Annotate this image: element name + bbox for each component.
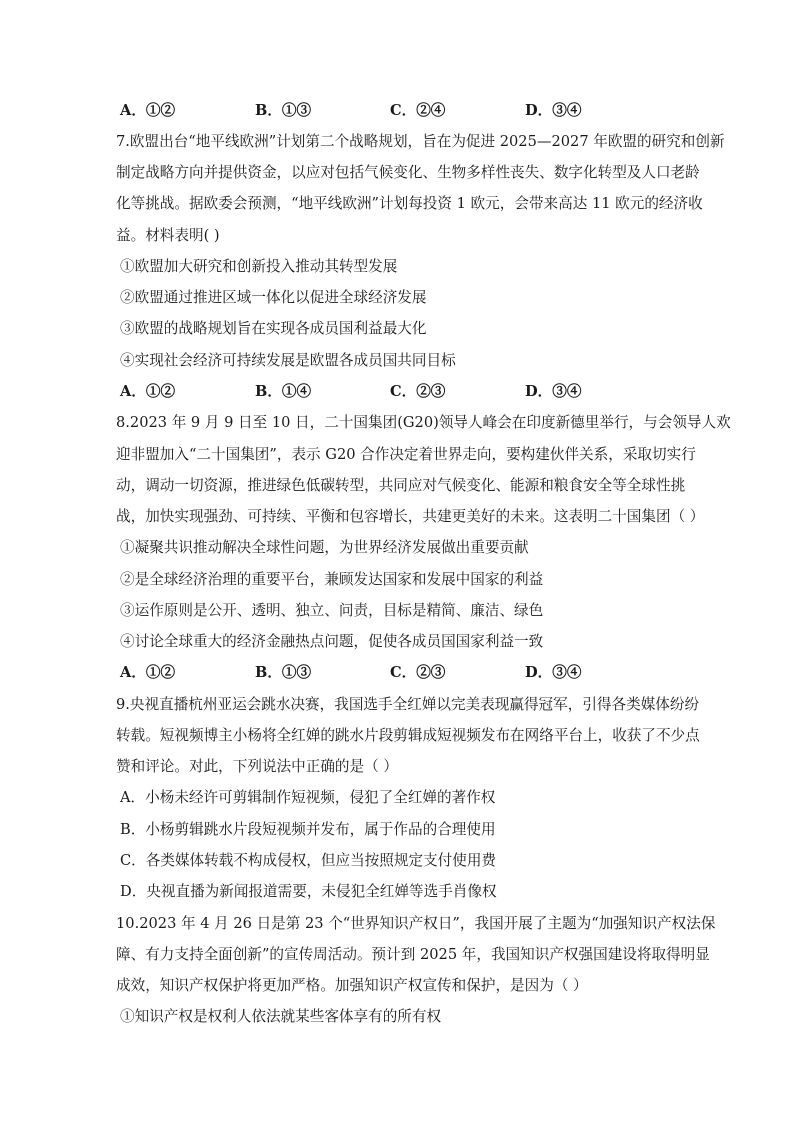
question-8-line-2: 迎非盟加入“二十国集团”，表示 G20 合作决定着世界走向，要构建伙伴关系，采取切实行 xyxy=(116,446,696,463)
option-d: D．③④ xyxy=(525,102,582,119)
option-b: B．①④ xyxy=(255,383,312,400)
option-b: B．①③ xyxy=(255,664,312,681)
q9-choice-c: C．各类媒体转载不构成侵权，但应当按照规定支付使用费 xyxy=(120,852,497,869)
option-c: C．②③ xyxy=(390,383,446,400)
question-9-line-3: 赞和评论。对此，下列说法中正确的是（ ） xyxy=(116,758,398,775)
q8-statement-1: ①凝聚共识推动解决全球性问题，为世界经济发展做出重要贡献 xyxy=(120,539,529,556)
question-10-line-3: 成效，知识产权保护将更加严格。加强知识产权宣传和保护，是因为（ ） xyxy=(116,977,588,994)
question-7-line-4: 益。材料表明( ) xyxy=(116,227,220,244)
q7-statement-2: ②欧盟通过推进区域一体化以促进全球经济发展 xyxy=(120,289,427,306)
q9-choice-b: B．小杨剪辑跳水片段短视频并发布，属于作品的合理使用 xyxy=(120,821,496,838)
option-c: C．②④ xyxy=(390,102,446,119)
q9-choice-a: A．小杨未经许可剪辑制作短视频，侵犯了全红婵的著作权 xyxy=(120,789,496,806)
q8-statement-4: ④讨论全球重大的经济金融热点问题，促使各成员国国家利益一致 xyxy=(120,633,544,650)
q8-statement-2: ②是全球经济治理的重要平台，兼顾发达国家和发展中国家的利益 xyxy=(120,571,544,588)
option-d: D．③④ xyxy=(525,383,582,400)
option-b: B．①③ xyxy=(255,102,312,119)
options-row-q6 xyxy=(120,102,640,120)
option-a: A．①② xyxy=(120,102,176,119)
q7-statement-1: ①欧盟加大研究和创新投入推动其转型发展 xyxy=(120,258,398,275)
q7-statement-4: ④实现社会经济可持续发展是欧盟各成员国共同目标 xyxy=(120,352,456,369)
option-a: A．①② xyxy=(120,664,176,681)
question-10-line-1: 10.2023 年 4 月 26 日是第 23 个“世界知识产权日”，我国开展了主题为“加强知识产权法保 xyxy=(116,915,716,932)
q7-statement-3: ③欧盟的战略规划旨在实现各成员国利益最大化 xyxy=(120,320,427,337)
option-a: A．①② xyxy=(120,383,176,400)
option-d: D．③④ xyxy=(525,664,582,681)
options-row-q7 xyxy=(120,383,640,401)
question-9-line-2: 转载。短视频博主小杨将全红婵的跳水片段剪辑成短视频发布在网络平台上，收获了不少点 xyxy=(116,727,700,744)
question-9-line-1: 9.央视直播杭州亚运会跳水决赛，我国选手全红婵以完美表现赢得冠军，引得各类媒体纷纷 xyxy=(116,696,700,713)
options-row-q8 xyxy=(120,664,640,682)
question-10-line-2: 障、有力支持全面创新”的宣传周活动。预计到 2025 年，我国知识产权强国建设将取得明显 xyxy=(116,946,710,963)
question-7-line-2: 制定战略方向并提供资金，以应对包括气候变化、生物多样性丧失、数字化转型及人口老龄 xyxy=(116,164,700,181)
question-8-line-4: 战，加快实现强劲、可持续、平衡和包容增长，共建更美好的未来。这表明二十国集团（ ） xyxy=(116,508,705,525)
question-7-line-3: 化等挑战。据欧委会预测，“地平线欧洲”计划每投资 1 欧元，会带来高达 11 欧元的经济收 xyxy=(116,195,703,212)
question-8-line-3: 动，调动一切资源，推进绿色低碳转型，共同应对气候变化、能源和粮食安全等全球性挑 xyxy=(116,477,686,494)
q10-statement-1: ①知识产权是权利人依法就某些客体享有的所有权 xyxy=(120,1008,442,1025)
q9-choice-d: D．央视直播为新闻报道需要，未侵犯全红婵等选手肖像权 xyxy=(120,883,497,900)
question-7-line-1: 7.欧盟出台“地平线欧洲”计划第二个战略规划，旨在为促进 2025—2027 年欧盟的研究和创新 xyxy=(116,133,725,150)
q8-statement-3: ③运作原则是公开、透明、独立、问责，目标是精简、廉洁、绿色 xyxy=(120,602,544,619)
question-8-line-1: 8.2023 年 9 月 9 日至 10 日，二十国集团(G20)领导人峰会在印度新德里举行，与会领导人欢 xyxy=(116,414,731,431)
option-c: C．②③ xyxy=(390,664,446,681)
